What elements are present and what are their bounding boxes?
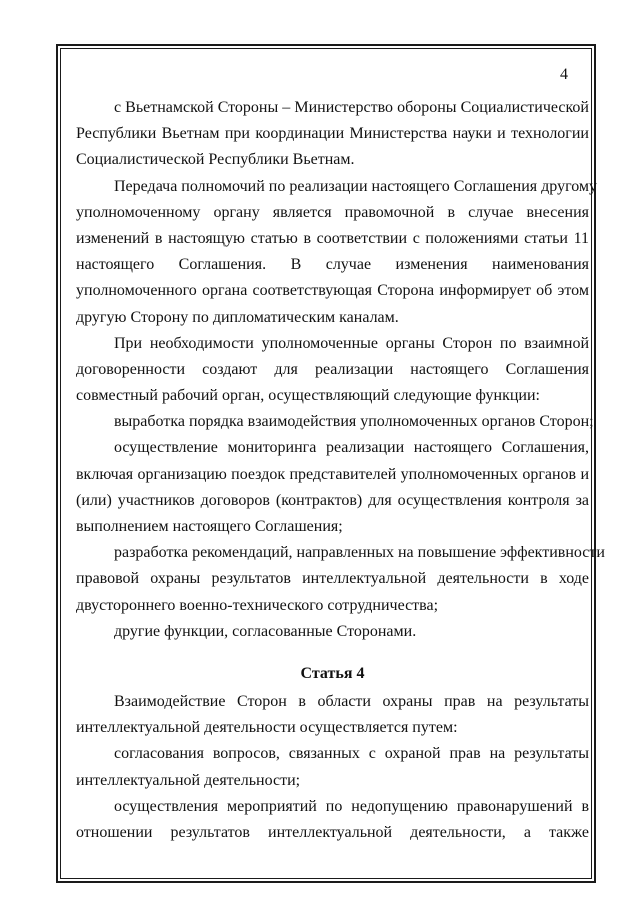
- page-number: 4: [560, 66, 568, 83]
- section-continuation: [76, 95, 605, 645]
- text-line: уполномоченному органу является правомочной в случае внесения: [76, 203, 589, 221]
- paragraph: [76, 409, 594, 435]
- text-line: Взаимодействие Сторон в области охраны прав на результаты: [114, 692, 589, 710]
- text-line: уполномоченного органа соответствующая Сторона информирует об этом: [76, 282, 589, 300]
- text-line: правовой охраны результатов интеллектуальной деятельности в ходе: [76, 570, 589, 588]
- text-line: с Вьетнамской Стороны – Министерство обороны Социалистической: [114, 99, 589, 116]
- text-line: Социалистической Республики Вьетнам.: [76, 151, 355, 169]
- text-line: осуществления мероприятий по недопущению правонарушений в: [114, 797, 589, 815]
- paragraph: [76, 435, 589, 540]
- text-line: При необходимости уполномоченные органы Сторон по взаимной: [114, 334, 589, 352]
- text-line: Республики Вьетнам при координации Министерства науки и технологии: [76, 125, 589, 143]
- text-line: (или) участников договоров (контрактов) для осуществления контроля за: [76, 491, 589, 509]
- paragraph: [76, 794, 589, 846]
- text-line: выработка порядка взаимодействия уполномоченных органов Сторон;: [114, 413, 594, 431]
- text-line: договоренности создают для реализации настоящего Соглашения: [76, 360, 589, 378]
- text-line: настоящего Соглашения. В случае изменения наименования: [76, 256, 589, 274]
- text-line: Передача полномочий по реализации настоящего Соглашения другому: [114, 177, 598, 195]
- text-line: другие функции, согласованные Сторонами.: [114, 622, 417, 640]
- text-line: двустороннего военно-технического сотрудничества;: [76, 596, 439, 614]
- article-4-body: [76, 689, 589, 846]
- text-line: согласования вопросов, связанных с охраной прав на результаты: [114, 745, 589, 763]
- text-line: включая организацию поездок представителей уполномоченных органов и: [76, 465, 589, 483]
- spacer: [76, 645, 589, 657]
- text-line: совместный рабочий орган, осуществляющий следующие функции:: [76, 387, 540, 405]
- paragraph: [76, 95, 589, 174]
- text-line: интеллектуальной деятельности;: [76, 771, 301, 789]
- text-line: интеллектуальной деятельности осуществляется путем:: [76, 719, 458, 737]
- paragraph: [76, 174, 598, 331]
- paragraph: [76, 741, 589, 793]
- text-line: выполнением настоящего Соглашения;: [76, 518, 343, 535]
- text-line: разработка рекомендаций, направленных на повышение эффективности: [114, 544, 605, 562]
- text-line: отношении результатов интеллектуальной деятельности, а также: [76, 823, 589, 841]
- paragraph: [76, 331, 589, 410]
- paragraph: [76, 540, 605, 619]
- article-heading: Статья 4: [300, 664, 365, 682]
- text-line: осуществление мониторинга реализации настоящего Соглашения,: [114, 439, 589, 457]
- paragraph: [76, 689, 589, 741]
- document-body: [76, 95, 605, 846]
- paragraph: [76, 619, 589, 645]
- text-line: изменений в настоящую статью в соответствии с положениями статьи 11: [76, 229, 589, 247]
- text-line: другую Сторону по дипломатическим каналам.: [76, 308, 399, 326]
